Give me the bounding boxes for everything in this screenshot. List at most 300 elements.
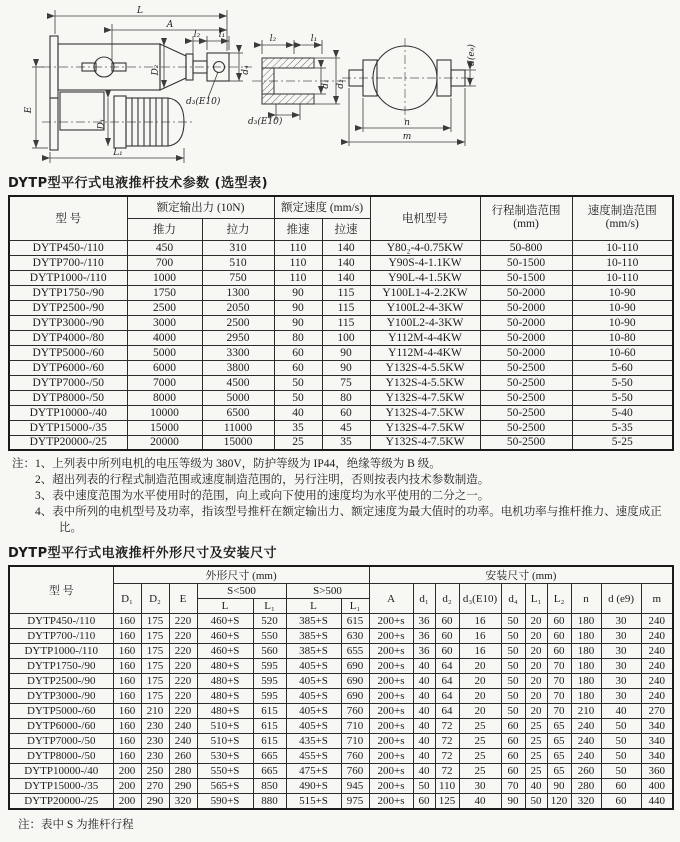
table-cell: 80 [274, 330, 322, 345]
table-cell: 160 [113, 734, 141, 749]
table-cell: 240 [571, 719, 601, 734]
col2-L1-lt: L₁ [253, 599, 286, 614]
col-group-rated-output: 额定输出力 (10N) [127, 196, 274, 218]
note-item-4: 4、表中所列的电机型号及功率，指该型号推杆在额定输出力、额定速度为最大值时的功率。电机功率与推杆推力、速度成正比。 [35, 506, 662, 535]
table-cell: 50 [601, 749, 641, 764]
table-cell: 160 [113, 719, 141, 734]
table-cell: DYTP5000-/60 [9, 345, 127, 360]
table-cell: 50 [274, 375, 322, 390]
table-cell: Y132S-4-7.5KW [370, 435, 480, 450]
table-cell: 240 [169, 734, 197, 749]
col2-m: m [641, 584, 673, 614]
table-cell: 945 [341, 779, 369, 794]
table-cell: 50-2500 [480, 360, 572, 375]
table-cell: 230 [141, 719, 169, 734]
table-cell: 240 [641, 629, 673, 644]
table-cell: Y112M-4-4KW [370, 330, 480, 345]
table-cell: 40 [459, 794, 501, 809]
table-cell: 40 [413, 734, 435, 749]
table-cell: 690 [341, 659, 369, 674]
table-cell: 90 [322, 360, 370, 375]
table-cell: 550 [253, 629, 286, 644]
table-cell: 240 [641, 659, 673, 674]
table-cell: 360 [641, 764, 673, 779]
table-cell: DYTP450-/110 [9, 240, 127, 255]
table-cell: 5-50 [572, 390, 673, 405]
table-cell: 115 [322, 300, 370, 315]
table-cell: 615 [253, 704, 286, 719]
table-cell: 200+s [369, 734, 413, 749]
table-cell: 30 [601, 674, 641, 689]
table-cell: 220 [169, 659, 197, 674]
table-cell: 1300 [202, 285, 274, 300]
table-cell: 250 [141, 764, 169, 779]
table-cell: 200+s [369, 689, 413, 704]
table-cell: 405+S [286, 704, 341, 719]
table-cell: 50-2000 [480, 330, 572, 345]
col2-d2: d₂ [435, 584, 459, 614]
table-cell: 665 [253, 749, 286, 764]
table-cell: Y100L2-4-3KW [370, 315, 480, 330]
table-cell: 15000 [202, 435, 274, 450]
table-cell: 2500 [127, 300, 202, 315]
table-cell: Y100L1-4-2.2KW [370, 285, 480, 300]
table-cell: 6000 [127, 360, 202, 375]
table-cell: 50-2000 [480, 315, 572, 330]
table-cell: Y132S-4-7.5KW [370, 390, 480, 405]
table-cell: 50-1500 [480, 255, 572, 270]
table-cell: 220 [169, 629, 197, 644]
table-cell: 45 [322, 420, 370, 435]
table-cell: 60 [547, 644, 571, 659]
table-cell: 40 [413, 704, 435, 719]
table-cell: 60 [547, 614, 571, 629]
table-cell: 550+S [197, 764, 253, 779]
table-cell: Y132S-4-7.5KW [370, 420, 480, 435]
table-cell: 180 [571, 614, 601, 629]
table-cell: 70 [547, 659, 571, 674]
table-cell: DYTP7000-/50 [9, 734, 113, 749]
dim-label-l1-fork: l₁ [310, 34, 318, 44]
table-cell: 880 [253, 794, 286, 809]
table-cell: 20 [459, 689, 501, 704]
table-cell: 615 [253, 734, 286, 749]
table-cell: 160 [113, 704, 141, 719]
table-row [9, 719, 673, 734]
dim-label-L: L [137, 6, 143, 16]
table-cell: 10-110 [572, 255, 673, 270]
table-cell: DYTP2500-/90 [9, 674, 113, 689]
table-cell: 65 [547, 734, 571, 749]
table-cell: 220 [169, 704, 197, 719]
table-cell: 480+S [197, 659, 253, 674]
table-cell: 25 [525, 734, 547, 749]
table-cell: 20 [525, 674, 547, 689]
table-cell: 20000 [127, 435, 202, 450]
table-cell: 110 [274, 270, 322, 285]
table-row [9, 614, 673, 629]
table-row [9, 300, 673, 315]
table-row [9, 270, 673, 285]
col2-de9: d (e9) [601, 584, 641, 614]
table-cell: 340 [641, 749, 673, 764]
table-cell: 200+s [369, 704, 413, 719]
table-cell: 175 [141, 674, 169, 689]
table-row [9, 764, 673, 779]
table-cell: 200+s [369, 794, 413, 809]
table-cell: 75 [322, 375, 370, 390]
table-cell: DYTP20000-/25 [9, 435, 127, 450]
col2-d3: d₃(E10) [459, 584, 501, 614]
table-cell: Y112M-4-4KW [370, 345, 480, 360]
table-cell: 480+S [197, 689, 253, 704]
col2-s-lt-500: S<500 [197, 584, 286, 599]
table-cell: 50 [501, 659, 525, 674]
table-row [9, 779, 673, 794]
table-cell: 30 [601, 629, 641, 644]
table-cell: 595 [253, 689, 286, 704]
col2-d4: d₄ [501, 584, 525, 614]
table-cell: 260 [169, 749, 197, 764]
table-cell: 90 [274, 285, 322, 300]
table-cell: 40 [413, 659, 435, 674]
table-cell: 40 [413, 689, 435, 704]
table-cell: 36 [413, 614, 435, 629]
table-cell: 60 [435, 644, 459, 659]
table-cell: 10-110 [572, 240, 673, 255]
technical-drawing [0, 0, 680, 170]
table-row [9, 420, 673, 435]
table-cell: 200+s [369, 779, 413, 794]
table-cell: 50-2500 [480, 435, 572, 450]
table-cell: Y100L2-4-3KW [370, 300, 480, 315]
table-cell: 385+S [286, 629, 341, 644]
table-cell: 10-90 [572, 300, 673, 315]
table-cell: 50 [501, 644, 525, 659]
table-cell: 65 [547, 749, 571, 764]
table-cell: 615 [341, 614, 369, 629]
table-cell: 64 [435, 659, 459, 674]
table-cell: 290 [169, 779, 197, 794]
table-cell: 50 [413, 779, 435, 794]
table-row [9, 330, 673, 345]
table-cell: 8000 [127, 390, 202, 405]
dim-label-L1: L₁ [113, 148, 123, 158]
table-cell: 160 [113, 614, 141, 629]
table-cell: 565+S [197, 779, 253, 794]
table-cell: 50 [501, 689, 525, 704]
table-cell: Y80₂-4-0.75KW [370, 240, 480, 255]
table-cell: DYTP1000-/110 [9, 270, 127, 285]
table-cell: 175 [141, 644, 169, 659]
table-cell: 65 [547, 764, 571, 779]
table-cell: 72 [435, 719, 459, 734]
table-cell: 50 [501, 674, 525, 689]
table-cell: 10-110 [572, 270, 673, 285]
table-cell: 160 [113, 659, 141, 674]
trunnion-end-view [342, 38, 477, 146]
table-cell: 10000 [127, 405, 202, 420]
table-cell: 16 [459, 644, 501, 659]
table-cell: 40 [413, 749, 435, 764]
table-cell: DYTP15000-/35 [9, 420, 127, 435]
table-cell: 25 [459, 764, 501, 779]
col-pull-force: 拉力 [202, 218, 274, 240]
table-cell: 11000 [202, 420, 274, 435]
table-row [9, 390, 673, 405]
table-cell: DYTP2500-/90 [9, 300, 127, 315]
table-cell: 60 [322, 405, 370, 420]
table-cell: 72 [435, 749, 459, 764]
table-cell: 110 [274, 255, 322, 270]
table-cell: 175 [141, 629, 169, 644]
table-cell: 180 [571, 689, 601, 704]
table-cell: 310 [202, 240, 274, 255]
table-cell: 480+S [197, 674, 253, 689]
table-cell: 200 [113, 764, 141, 779]
col2-group-outline: 外形尺寸 (mm) [113, 566, 369, 584]
table-cell: 405+S [286, 719, 341, 734]
col2-n: n [571, 584, 601, 614]
table-cell: 240 [641, 674, 673, 689]
table-row [9, 240, 673, 255]
table-cell: 80 [322, 390, 370, 405]
table-cell: 595 [253, 674, 286, 689]
table-cell: 750 [202, 270, 274, 285]
col-speed-range [572, 196, 673, 240]
col-stroke-range [480, 196, 572, 240]
table-cell: 160 [113, 674, 141, 689]
dim-label-D1: D₁ [97, 118, 107, 130]
table-cell: 50 [525, 794, 547, 809]
table-cell: DYTP700-/110 [9, 629, 113, 644]
table-cell: 690 [341, 674, 369, 689]
table-cell: 25 [459, 734, 501, 749]
table-cell: 760 [341, 764, 369, 779]
table-cell: 460+S [197, 644, 253, 659]
table-cell: 4000 [127, 330, 202, 345]
table-cell: 50-1500 [480, 270, 572, 285]
table-cell: 40 [413, 764, 435, 779]
table-cell: DYTP1750-/90 [9, 285, 127, 300]
col2-model: 型 号 [9, 566, 113, 614]
col2-L-gt: L [286, 599, 341, 614]
table-cell: 2500 [202, 315, 274, 330]
dim-label-A: A [166, 20, 174, 30]
table-cell: 30 [601, 659, 641, 674]
table-cell: 220 [169, 689, 197, 704]
table-cell: 30 [601, 689, 641, 704]
table-cell: 140 [322, 240, 370, 255]
table-cell: 2950 [202, 330, 274, 345]
dim-label-d1: d₁ [321, 79, 331, 89]
dim-label-d3-left: d₃(E10) [186, 97, 221, 107]
table-cell: 20 [525, 614, 547, 629]
table-cell: 5-60 [572, 360, 673, 375]
table-cell: 60 [274, 360, 322, 375]
table-cell: 70 [547, 674, 571, 689]
table-cell: 16 [459, 614, 501, 629]
table-cell: 180 [571, 629, 601, 644]
speed-range-label: 速度制造范围 [587, 205, 657, 218]
table-cell: 290 [141, 794, 169, 809]
table-cell: 175 [141, 689, 169, 704]
notes-table1 [12, 456, 662, 536]
table-cell: 220 [169, 614, 197, 629]
table-cell: 40 [413, 719, 435, 734]
table-cell: 50-800 [480, 240, 572, 255]
table-cell: 510+S [197, 734, 253, 749]
table-cell: 590+S [197, 794, 253, 809]
table-cell: 50 [601, 734, 641, 749]
table-cell: 60 [601, 779, 641, 794]
table-cell: 850 [253, 779, 286, 794]
table-cell: 15000 [127, 420, 202, 435]
table-cell: 230 [141, 734, 169, 749]
table-row [9, 794, 673, 809]
table-cell: 60 [547, 629, 571, 644]
table-cell: 50 [601, 764, 641, 779]
table-cell: 240 [571, 749, 601, 764]
col-group-rated-speed: 额定速度 (mm/s) [274, 196, 370, 218]
table-cell: 30 [601, 644, 641, 659]
table-cell: 700 [127, 255, 202, 270]
dim-label-d3-fork: d₃(E10) [248, 117, 283, 127]
dim-label-m: m [402, 132, 412, 142]
table-cell: 530+S [197, 749, 253, 764]
table-cell: 405+S [286, 674, 341, 689]
table-cell: 1750 [127, 285, 202, 300]
col2-s-gt-500: S>500 [286, 584, 369, 599]
table-cell: 3300 [202, 345, 274, 360]
table-cell: 60 [501, 719, 525, 734]
table-cell: 36 [413, 644, 435, 659]
col-model: 型 号 [9, 196, 127, 240]
table-cell: 60 [501, 749, 525, 764]
table-row [9, 629, 673, 644]
table-cell: 25 [459, 749, 501, 764]
table-cell: 90 [322, 345, 370, 360]
section1-title: DYTP型平行式电液推杆技术参数 (选型表) [8, 176, 269, 191]
col2-D2: D₂ [141, 584, 169, 614]
table-cell: 475+S [286, 764, 341, 779]
table-cell: 385+S [286, 644, 341, 659]
note-item-2: 2、超出列表的行程式制造范围或速度制造范围的，另行注明，否则按表内技术参数制造。 [35, 474, 490, 487]
table-cell: 50-2500 [480, 375, 572, 390]
table-cell: 320 [571, 794, 601, 809]
table-cell: 50-2000 [480, 285, 572, 300]
table-cell: 200+s [369, 749, 413, 764]
table-cell: 20 [459, 704, 501, 719]
table-cell: 115 [322, 315, 370, 330]
table-cell: DYTP8000-/50 [9, 390, 127, 405]
table-row [9, 285, 673, 300]
table-cell: 25 [274, 435, 322, 450]
note-item-3: 3、表中速度范围为水平使用时的范围，向上或向下使用的速度均为水平使用的二分之一。 [35, 490, 490, 503]
selection-parameters-body [9, 240, 673, 450]
table-cell: 3000 [127, 315, 202, 330]
table-cell: Y132S-4-5.5KW [370, 375, 480, 390]
table-cell: 230 [141, 749, 169, 764]
table-cell: 220 [169, 674, 197, 689]
table-cell: 260 [571, 764, 601, 779]
table-cell: 2050 [202, 300, 274, 315]
table-cell: 760 [341, 704, 369, 719]
stroke-range-label: 行程制造范围 [491, 205, 561, 218]
table-cell: 175 [141, 614, 169, 629]
table-cell: 20 [459, 674, 501, 689]
table-cell: 490+S [286, 779, 341, 794]
table-cell: 1000 [127, 270, 202, 285]
col2-L2: L₂ [547, 584, 571, 614]
dim-label-l2: l₂ [193, 30, 201, 40]
table-cell: 5000 [127, 345, 202, 360]
table-cell: 270 [141, 779, 169, 794]
table-row [9, 360, 673, 375]
table-cell: 200+s [369, 674, 413, 689]
table-cell: 515+S [286, 794, 341, 809]
col2-E: E [169, 584, 197, 614]
table-cell: 140 [322, 270, 370, 285]
table-cell: 100 [322, 330, 370, 345]
table-cell: 64 [435, 674, 459, 689]
dim-label-d4: d₄ [241, 65, 251, 75]
table-cell: Y90L-4-1.5KW [370, 270, 480, 285]
table-cell: 5-25 [572, 435, 673, 450]
table-cell: 6500 [202, 405, 274, 420]
table-cell: 50-2000 [480, 300, 572, 315]
table-cell: DYTP7000-/50 [9, 375, 127, 390]
table-cell: DYTP5000-/60 [9, 704, 113, 719]
table-cell: DYTP450-/110 [9, 614, 113, 629]
table-cell: 30 [459, 779, 501, 794]
table-cell: 70 [501, 779, 525, 794]
table-cell: 60 [413, 794, 435, 809]
stroke-range-unit: (mm) [513, 218, 539, 231]
table-cell: 20 [525, 659, 547, 674]
table-cell: 120 [547, 794, 571, 809]
table-cell: 140 [322, 255, 370, 270]
table-row [9, 405, 673, 420]
table-cell: 280 [571, 779, 601, 794]
col-motor-model: 电机型号 [370, 196, 480, 240]
notes-items [35, 456, 662, 536]
speed-range-unit: (mm/s) [605, 218, 639, 231]
table-cell: 270 [641, 704, 673, 719]
table-cell: 4500 [202, 375, 274, 390]
table-cell: 90 [274, 300, 322, 315]
table-cell: 480+S [197, 704, 253, 719]
table-cell: 320 [169, 794, 197, 809]
dim-label-l2-fork: l₂ [269, 34, 277, 44]
table-cell: 90 [274, 315, 322, 330]
table-cell: 115 [322, 285, 370, 300]
table-cell: 10-90 [572, 315, 673, 330]
table-cell: 180 [571, 644, 601, 659]
table-cell: 200 [113, 794, 141, 809]
table-cell: 200+s [369, 659, 413, 674]
table-cell: DYTP3000-/90 [9, 689, 113, 704]
table-cell: DYTP6000-/60 [9, 360, 127, 375]
table-cell: 40 [601, 704, 641, 719]
table-cell: 200+s [369, 719, 413, 734]
dim-label-E: E [24, 106, 34, 114]
dim-label-de9: d(e₉) [467, 44, 477, 66]
table-cell: 50 [274, 390, 322, 405]
table-cell: 25 [525, 749, 547, 764]
table-cell: 665 [253, 764, 286, 779]
table-cell: DYTP15000-/35 [9, 779, 113, 794]
